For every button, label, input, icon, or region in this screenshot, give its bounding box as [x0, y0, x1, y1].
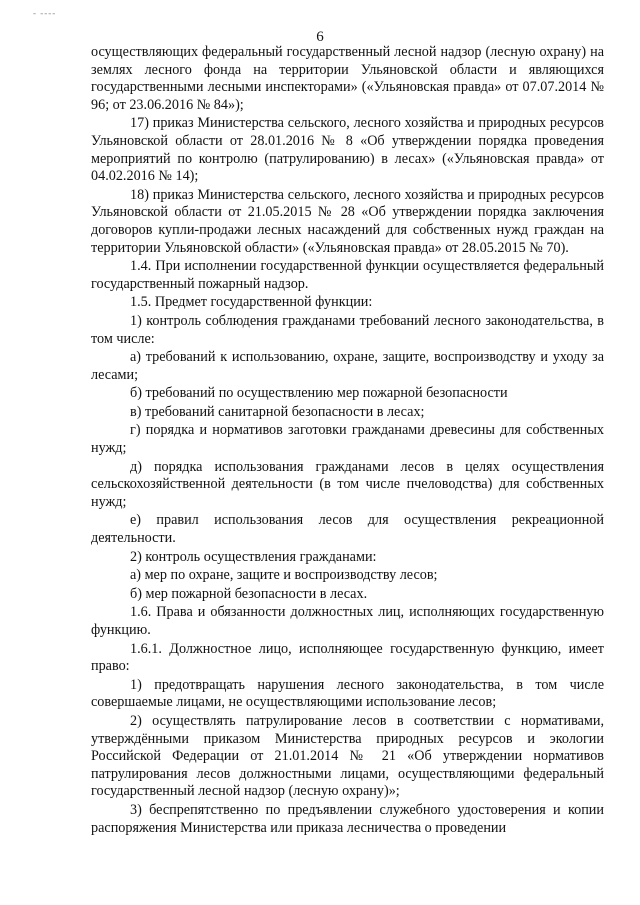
paragraph: б) требований по осуществлению мер пожарной безопасности: [130, 385, 508, 402]
paragraph: 1) предотвращать нарушения лесного законодательства, в том числе совершаемые лицами, не осуществляющими использование лесов;: [91, 676, 604, 711]
document-body: [91, 44, 604, 838]
paragraph: 1) контроль соблюдения гражданами требований лесного законодательства, в том числе:: [91, 312, 604, 347]
paragraph: осуществляющих федеральный государственный лесной надзор (лесную охрану) на землях лесного фонда на территории Ульяновской области и являющихся государственными лесными инспекторами» («Ульяновская правда» от 07.07.2014 № 96; от 23.06.2016 № 84»);: [91, 44, 604, 113]
paragraph: 2) контроль осуществления гражданами:: [130, 548, 377, 565]
paragraph: а) мер по охране, защите и воспроизводству лесов;: [130, 567, 438, 584]
paragraph: а) требований к использованию, охране, защите, воспроизводству и уходу за лесами;: [91, 349, 604, 383]
paragraph: б) мер пожарной безопасности в лесах.: [130, 585, 368, 602]
paragraph: 17) приказ Министерства сельского, лесного хозяйства и природных ресурсов Ульяновской области от 28.01.2016 № 8 «Об утверждении порядка проведения мероприятий по контролю (патрулированию) в лесах» («Ульяновская правда» от 04.02.2016 № 14);: [91, 115, 604, 185]
paragraph: 1.5. Предмет государственной функции:: [130, 294, 373, 311]
paragraph: е) правил использования лесов для осуществления рекреационной деятельности.: [91, 512, 604, 547]
scan-mark: - ----: [33, 8, 57, 18]
paragraph: 2) осуществлять патрулирование лесов в соответствии с нормативами, утверждёнными приказом Министерства природных ресурсов и экологии Российской Федерации от 21.01.2014 № 21 «Об утверждении нормативов патрулирования лесов должностными лицами, осуществляющими федеральный государственный лесной надзор (лесную охрану)»;: [91, 712, 604, 800]
paragraph: 1.6. Права и обязанности должностных лиц, исполняющих государственную функцию.: [91, 604, 604, 638]
paragraph: 1.6.1. Должностное лицо, исполняющее государственную функцию, имеет право:: [91, 640, 604, 675]
paragraph: д) порядка использования гражданами лесов в целях осуществления сельскохозяйственной деятельности (в том числе пчеловодства) для собственных нужд;: [91, 458, 604, 510]
paragraph: 3) беспрепятственно по предъявлении служебного удостоверения и копии распоряжения Министерства или приказа лесничества о проведении: [91, 801, 604, 836]
paragraph: 1.4. При исполнении государственной функции осуществляется федеральный государственный пожарный надзор.: [91, 258, 604, 292]
paragraph: г) порядка и нормативов заготовки гражданами древесины для собственных нужд;: [91, 422, 604, 457]
paragraph: в) требований санитарной безопасности в лесах;: [130, 403, 425, 420]
paragraph: 18) приказ Министерства сельского, лесного хозяйства и природных ресурсов Ульяновской области от 21.05.2015 № 28 «Об утверждении порядка заключения договоров купли-продажи лесных насаждений для собственных нужд граждан на территории Ульяновской области» («Ульяновская правда» от 28.05.2015 № 70).: [91, 186, 604, 256]
page-number: 6: [316, 29, 324, 45]
